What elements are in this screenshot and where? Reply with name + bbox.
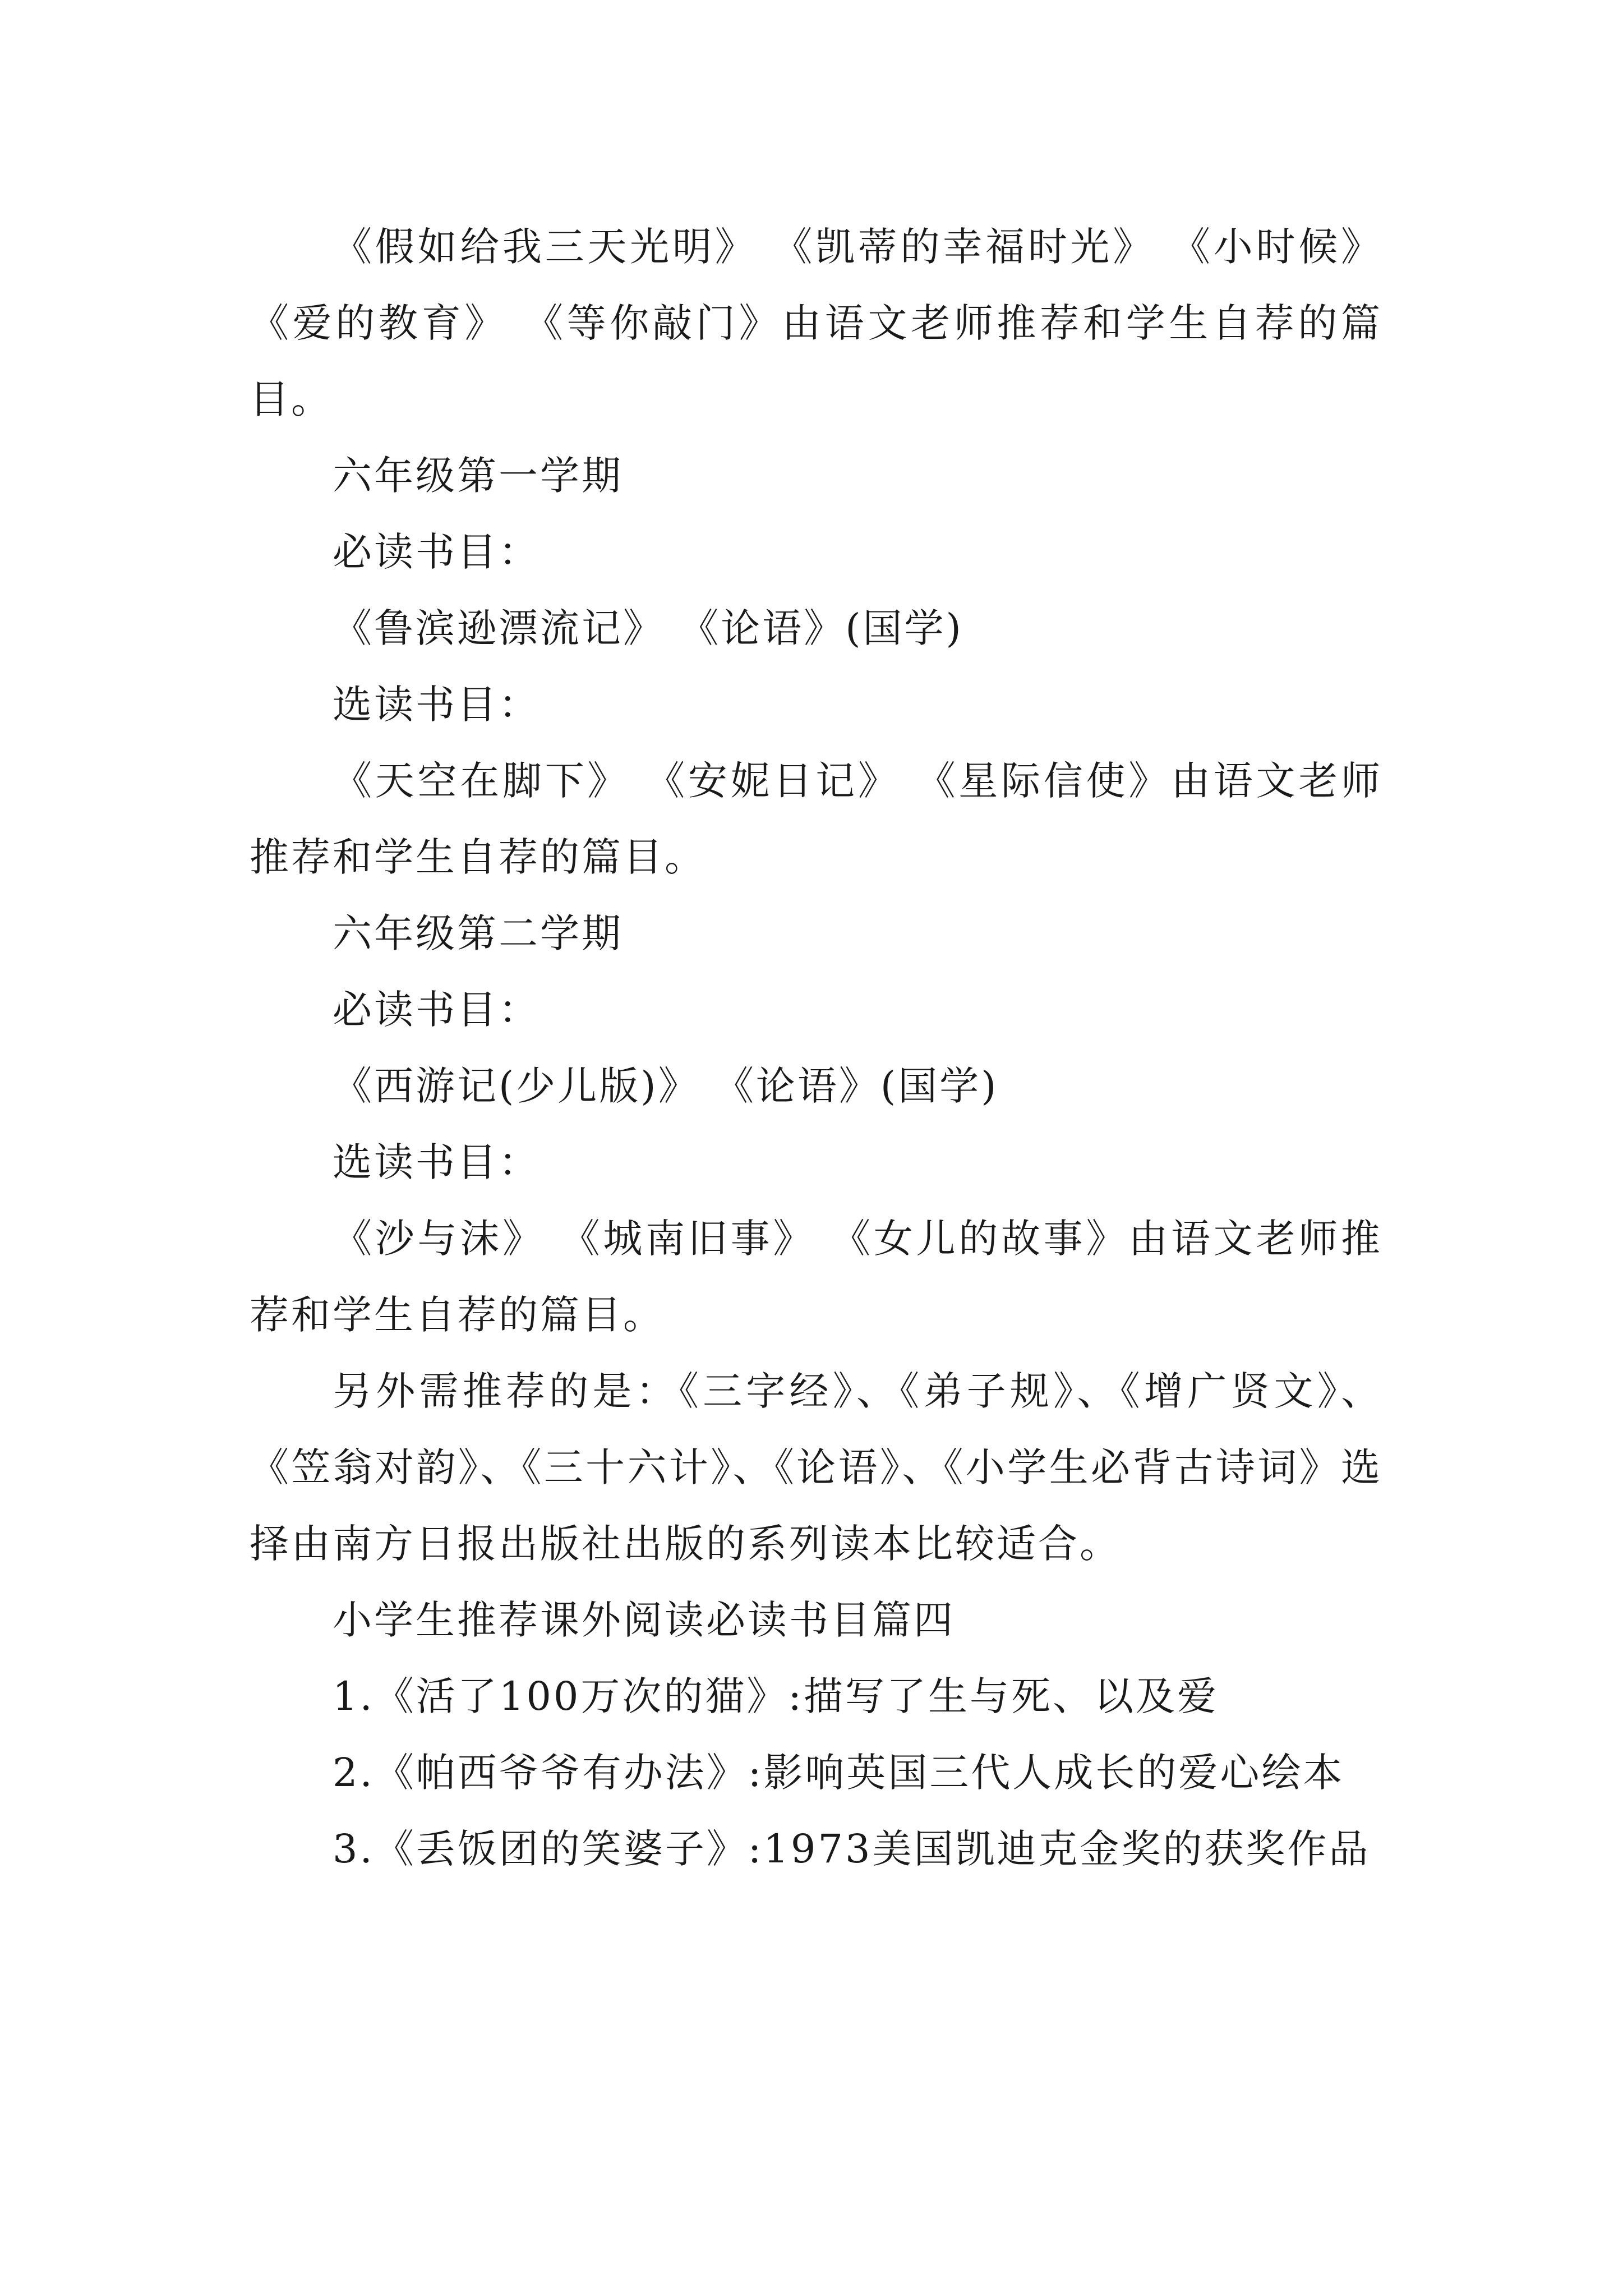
- heading-grade6-term2: 六年级第二学期: [333, 910, 623, 956]
- list-item-3: 3.《丢饭团的笑婆子》:1973美国凯迪克金奖的获奖作品: [333, 1826, 1371, 1872]
- label-optional-reading: 选读书目：: [333, 682, 540, 728]
- document-body: [250, 209, 1382, 1887]
- heading-grade6-term1: 六年级第一学期: [333, 453, 623, 499]
- label-required-reading: 必读书目：: [333, 987, 540, 1033]
- paragraph-recommended-books-5th-grade: 《假如给我三天光明》 《凯蒂的幸福时光》 《小时候》《爱的教育》 《等你敲门》由语文老师推荐和学生自荐的篇目。: [250, 224, 1382, 422]
- paragraph-additional-recommendations: 另外需推荐的是：《三字经》、《弟子规》、《增广贤文》、《笠翁对韵》、《三十六计》、《论语》、《小学生必背古诗词》选择由南方日报出版社出版的系列读本比较适合。: [250, 1368, 1382, 1567]
- list-item-2: 2.《帕西爷爷有办法》:影响英国三代人成长的爱心绘本: [333, 1750, 1345, 1796]
- list-item-1: 1.《活了100万次的猫》:描写了生与死、以及爱: [333, 1673, 1219, 1719]
- label-optional-reading: 选读书目：: [333, 1139, 540, 1185]
- paragraph-optional-books-term1: 《天空在脚下》 《安妮日记》 《星际信使》由语文老师推荐和学生自荐的篇目。: [250, 758, 1382, 880]
- paragraph-required-books-term2: 《西游记(少儿版)》 《论语》(国学): [333, 1063, 999, 1109]
- label-required-reading: 必读书目：: [333, 529, 540, 575]
- paragraph-required-books-term1: 《鲁滨逊漂流记》 《论语》(国学): [333, 605, 963, 651]
- paragraph-optional-books-term2: 《沙与沫》 《城南旧事》 《女儿的故事》由语文老师推荐和学生自荐的篇目。: [250, 1216, 1382, 1338]
- section-heading-part4: 小学生推荐课外阅读必读书目篇四: [333, 1597, 955, 1643]
